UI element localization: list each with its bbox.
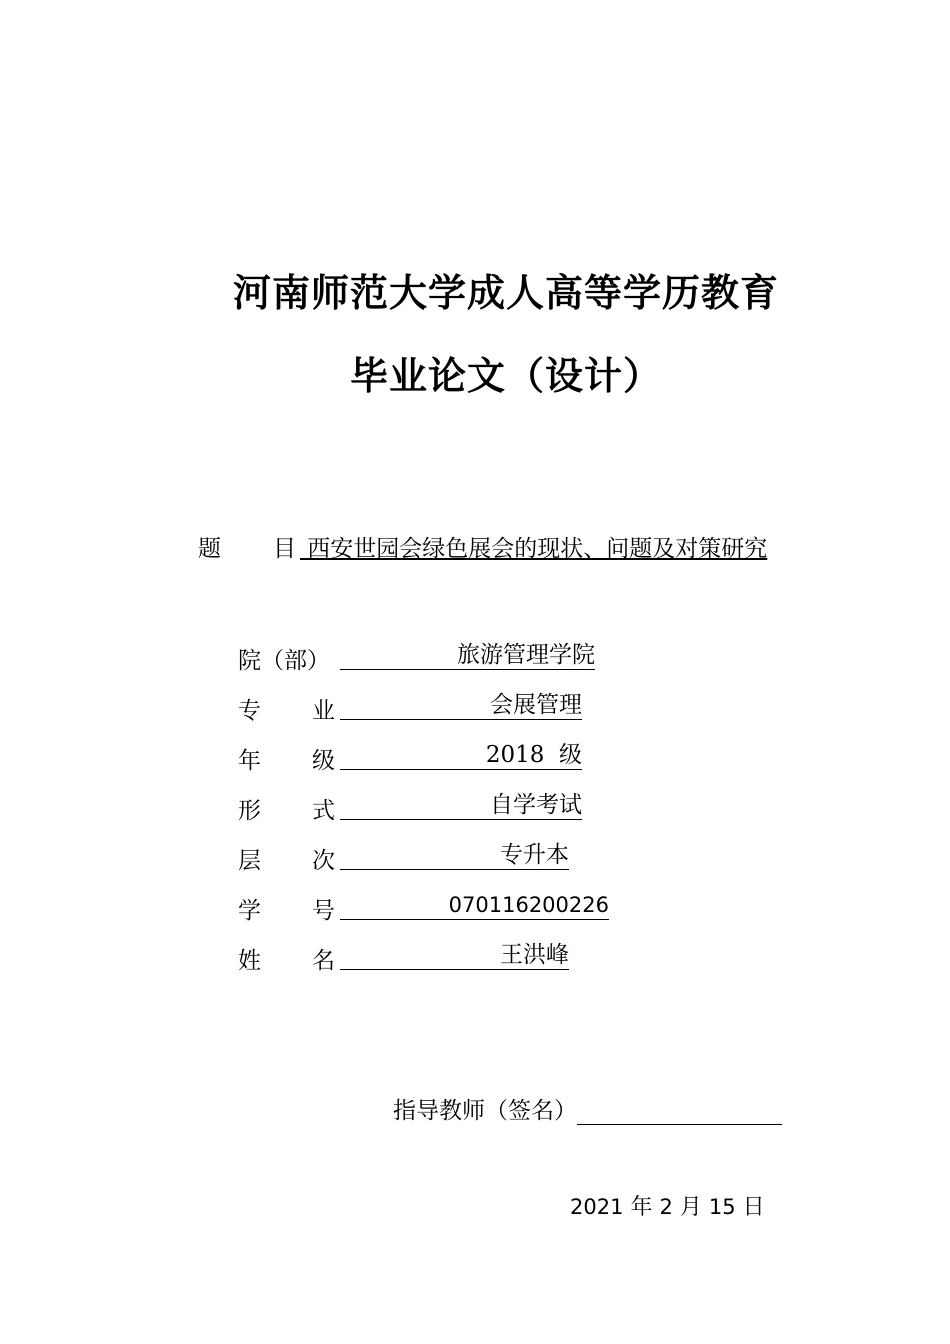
major-label: 专 业 xyxy=(238,698,335,724)
date-year: 2021 xyxy=(570,1195,624,1219)
advisor-signature-line xyxy=(577,1098,782,1125)
date-day: 15 xyxy=(708,1195,736,1219)
title-line-1: 河南师范大学成人高等学历教育 xyxy=(232,271,779,315)
name-label: 姓 名 xyxy=(238,948,335,974)
date-row xyxy=(570,1190,765,1221)
name-value: 王洪峰 xyxy=(340,942,569,970)
student-id-label: 学 号 xyxy=(238,898,335,924)
advisor-label: 指导教师（签名） xyxy=(393,1098,577,1124)
student-id-value: 070116200226 xyxy=(340,892,609,920)
college-value: 旅游管理学院 xyxy=(340,642,595,670)
form-value: 自学考试 xyxy=(340,792,582,820)
date-year-unit: 年 xyxy=(630,1195,653,1220)
major-row xyxy=(238,692,609,742)
form-label: 形 式 xyxy=(238,798,335,824)
date-month: 2 xyxy=(659,1195,673,1219)
college-row xyxy=(238,642,609,692)
level-label: 层 次 xyxy=(238,848,335,874)
grade-label: 年 级 xyxy=(238,748,335,774)
date-month-unit: 月 xyxy=(679,1195,702,1220)
grade-value: 2018 级 xyxy=(340,742,582,770)
advisor-signature-row xyxy=(393,1092,782,1125)
form-row xyxy=(238,792,609,842)
topic-value: 西安世园会绿色展会的现状、问题及对策研究 xyxy=(300,536,768,562)
info-block xyxy=(238,642,609,992)
level-value: 专升本 xyxy=(340,842,569,870)
topic-row xyxy=(198,530,767,563)
date-day-unit: 日 xyxy=(742,1195,765,1220)
major-value: 会展管理 xyxy=(340,692,582,720)
grade-row xyxy=(238,742,609,792)
title-line-2: 毕业论文（设计） xyxy=(349,354,662,398)
name-row xyxy=(238,942,609,992)
college-label: 院（部） xyxy=(238,648,330,674)
topic-label: 题 目 xyxy=(198,536,296,562)
student-id-row xyxy=(238,892,609,942)
level-row xyxy=(238,842,609,892)
